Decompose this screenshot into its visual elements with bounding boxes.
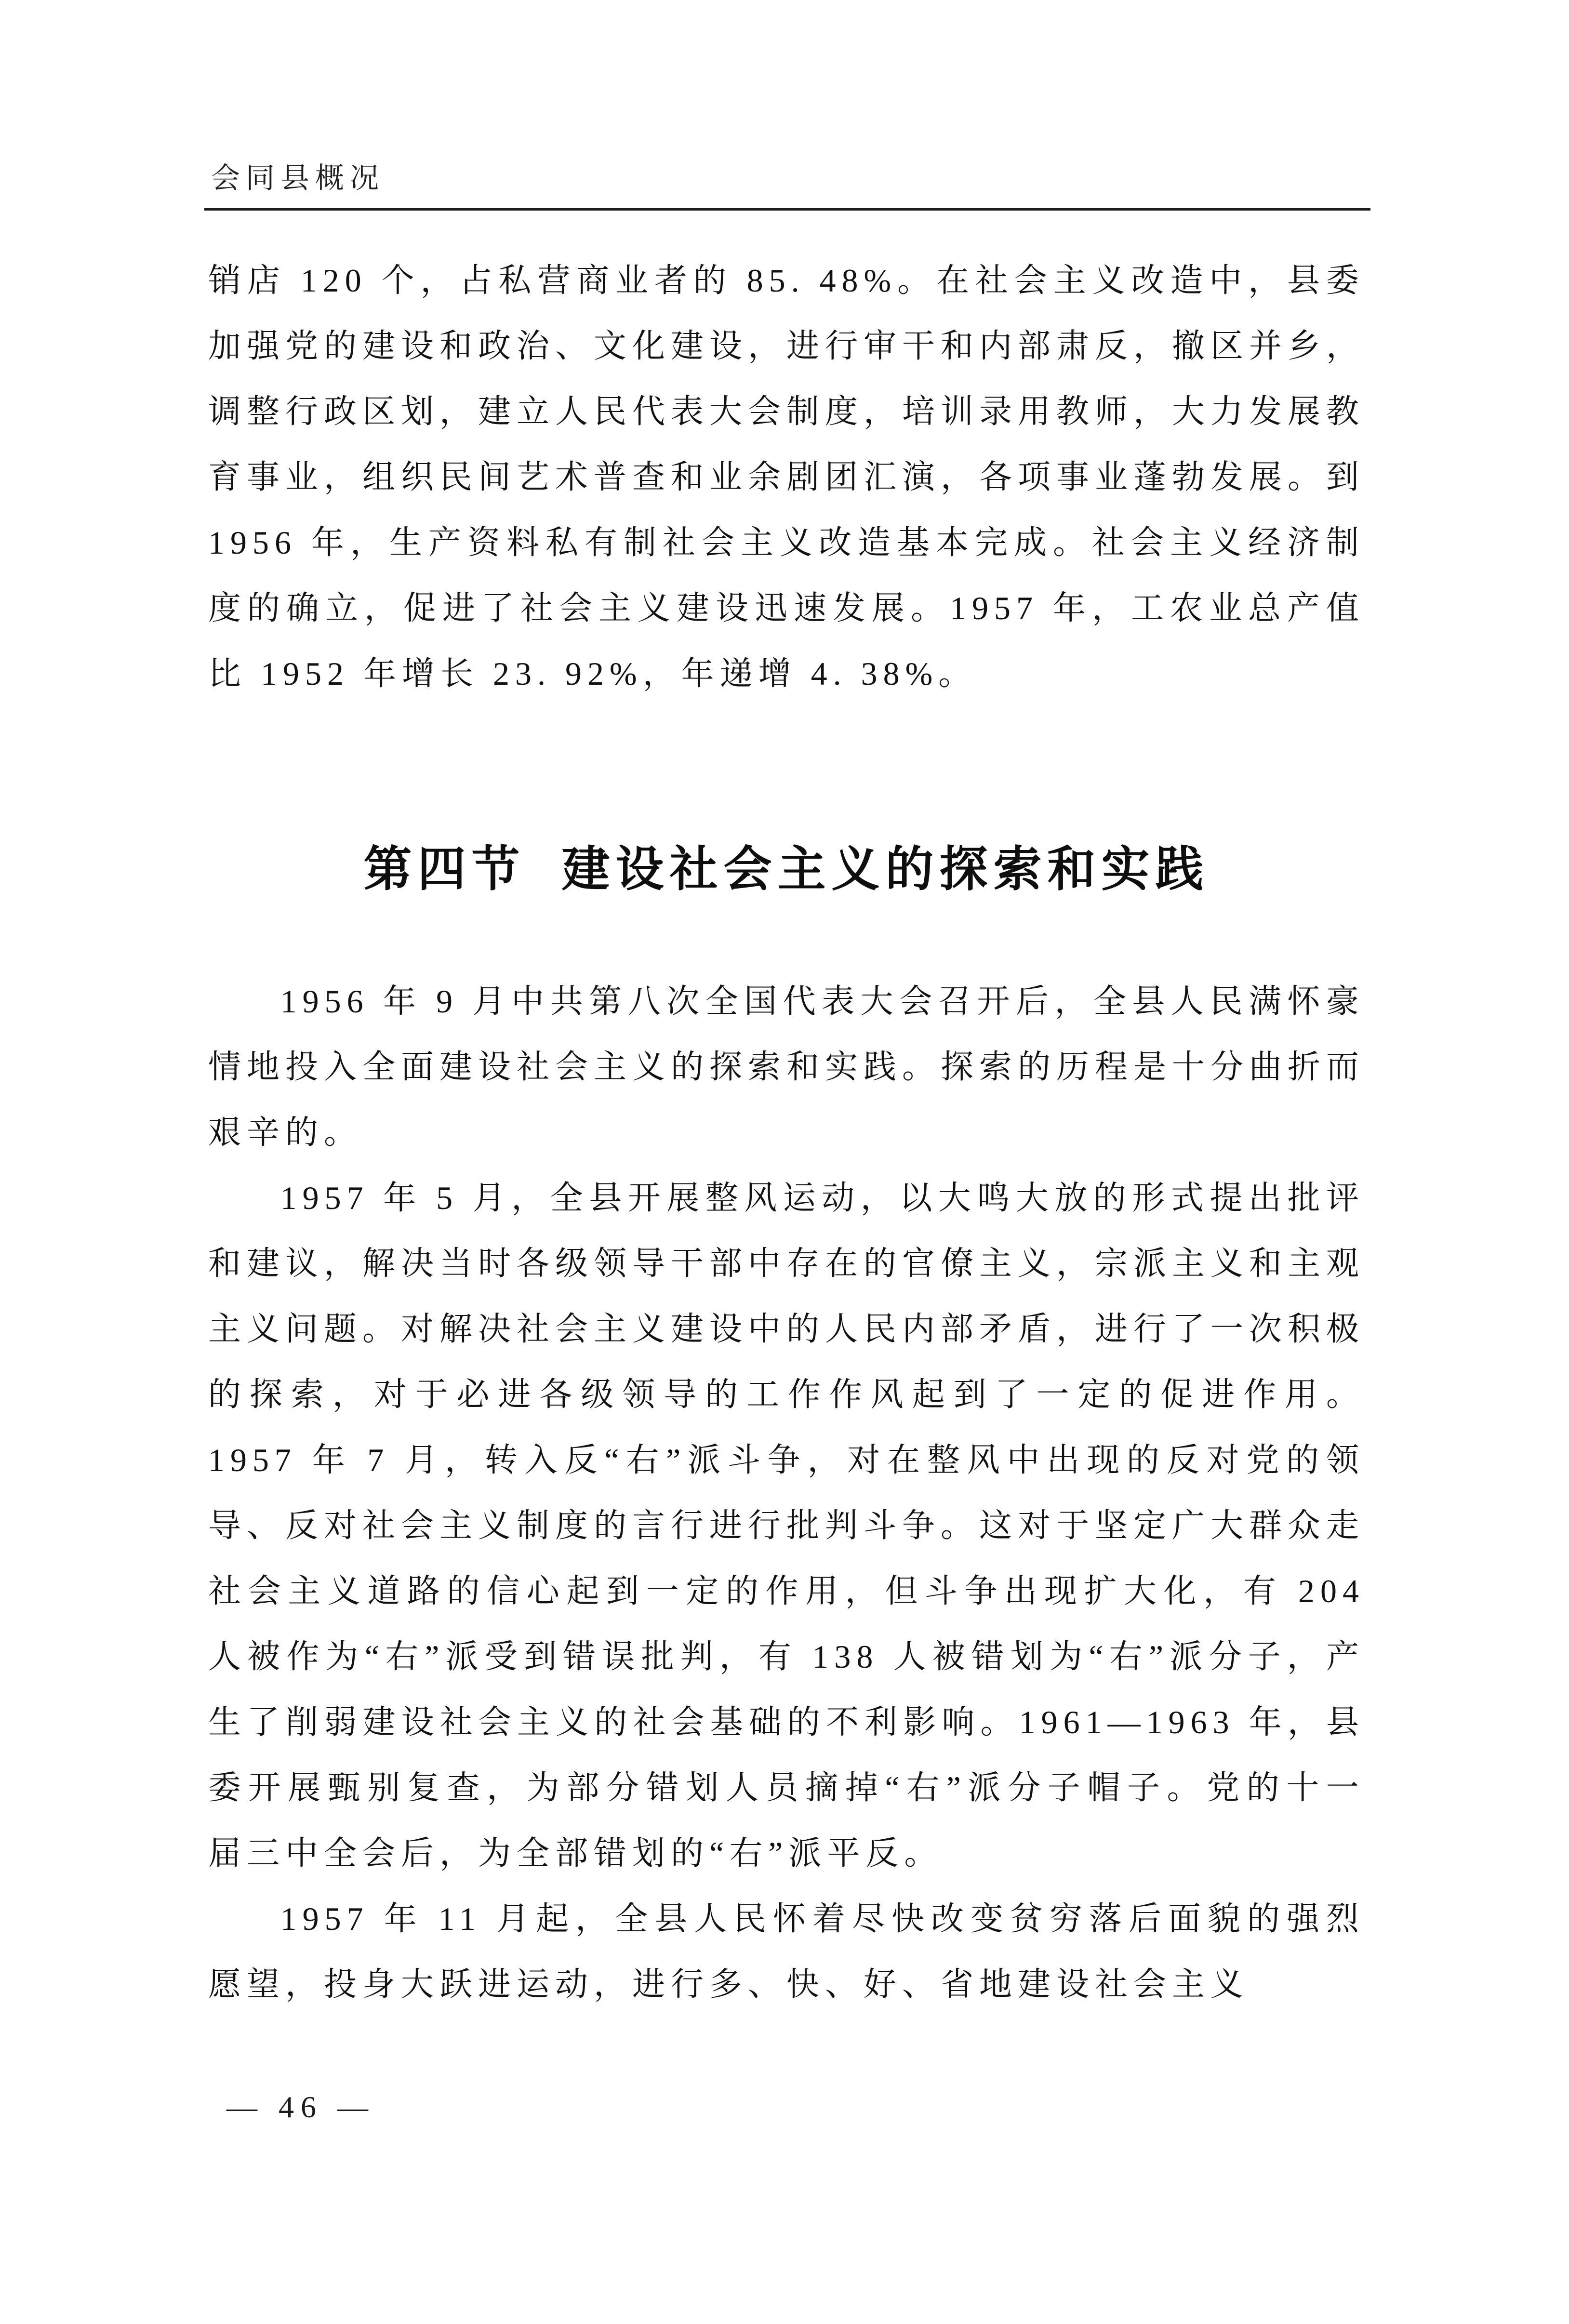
page-body	[208, 248, 1365, 2017]
section-heading	[208, 831, 1365, 908]
paragraph-2: 1956 年 9 月中共第八次全国代表大会召开后，全县人民满怀豪情地投入全面建设社会主义的探索和实践。探索的历程是十分曲折而艰辛的。	[208, 983, 1365, 1151]
paragraph-4: 1957 年 11 月起，全县人民怀着尽快改变贫穷落后面貌的强烈愿望，投身大跃进运动，进行多、快、好、省地建设社会主义	[208, 1900, 1365, 2003]
page-number: — 46 —	[226, 2090, 375, 2124]
section-title: 建设社会主义的探索和实践	[561, 842, 1210, 896]
page-footer	[226, 2089, 375, 2125]
running-header-title: 会同县概况	[211, 162, 385, 194]
running-header	[211, 155, 385, 197]
section-number: 第四节	[363, 842, 526, 896]
header-rule-divider	[204, 208, 1370, 211]
paragraph-3: 1957 年 5 月，全县开展整风运动，以大鸣大放的形式提出批评和建议，解决当时各级领导干部中存在的官僚主义，宗派主义和主观主义问题。对解决社会主义建设中的人民内部矛盾，进行了一次积极的探索，对于必进各级领导的工作作风起到了一定的促进作用。1957 年 7 月，转入反“右”派斗争，对在整风中出现的反对党的领导、反对社会主义制度的言行进行批判斗争。这对于坚定广大群众走社会主义道路的信心起到一定的作用，但斗争出现扩大化，有 204 人被作为“右”派受到错误批判，有 138 人被错划为“右”派分子，产生了削弱建设社会主义的社会基础的不利影响。1961—1963 年，县委开展甄别复查，为部分错划人员摘掉“右”派分子帽子。党的十一届三中全会后，为全部错划的“右”派平反。	[208, 1180, 1365, 1872]
paragraph-continuation: 销店 120 个，占私营商业者的 85. 48%。在社会主义改造中，县委加强党的建设和政治、文化建设，进行审干和内部肃反，撤区并乡，调整行政区划，建立人民代表大会制度，培训录用教师，大力发展教育事业，组织民间艺术普查和业余剧团汇演，各项事业蓬勃发展。到 1956 年，生产资料私有制社会主义改造基本完成。社会主义经济制度的确立，促进了社会主义建设迅速发展。1957 年，工农业总产值比 1952 年增长 23. 92%，年递增 4. 38%。	[208, 262, 1365, 692]
